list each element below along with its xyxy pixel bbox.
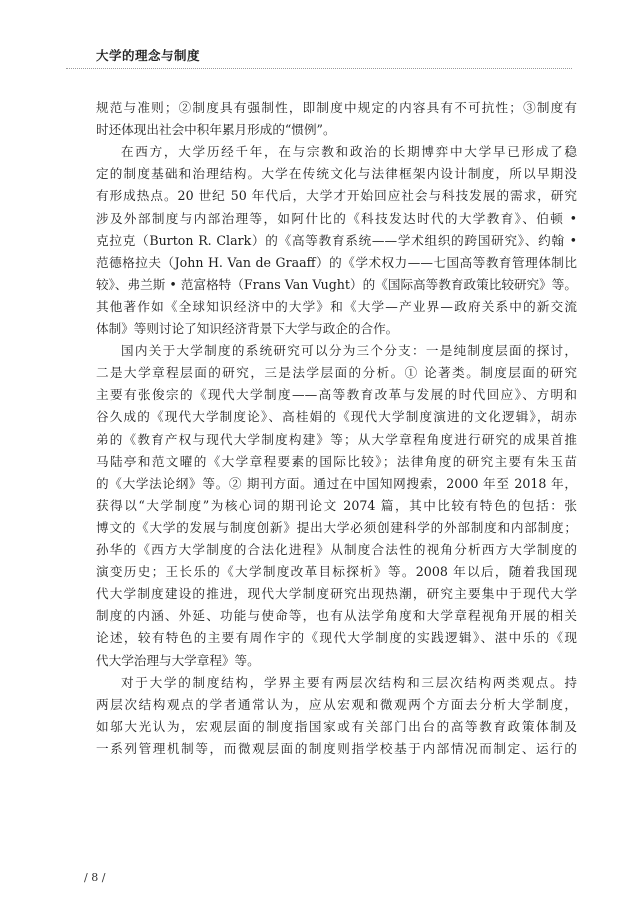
text-line: 孙华的《西方大学制度的合法化进程》从制度合法性的视角分析西方大学制度的 xyxy=(96,542,577,557)
header-rule xyxy=(66,68,572,69)
text-line: 博文的《大学的发展与制度创新》提出大学必须创建科学的外部制度和内部制度； xyxy=(96,519,577,535)
text-line: 国内关于大学制度的系统研究可以分为三个分支：一是纯制度层面的探讨， xyxy=(121,343,577,359)
text-line: 制度的内涵、外延、功能与使命等，也有从法学角度和大学章程视角开展的相关 xyxy=(96,608,577,624)
text-line: 涉及外部制度与内部治理等，如阿什比的《科技发达时代的大学教育》、伯顿 • xyxy=(96,210,577,226)
text-line: 体制》等则讨论了知识经济背景下大学与政企的合作。 xyxy=(96,321,399,336)
text-line: 有形成热点。20 世纪 50 年代后，大学才开始回应社会与科技发展的需求，研究 xyxy=(96,188,577,204)
text-line: 弟的《教育产权与现代大学制度构建》等；从大学章程角度进行研究的成果首推 xyxy=(96,431,577,447)
text-line: 谷久成的《现代大学制度论》、高桂娟的《现代大学制度演进的文化逻辑》，胡赤 xyxy=(96,409,577,425)
text-line: 代大学治理与大学章程》等。 xyxy=(96,652,260,668)
text-line: 两层次结构观点的学者通常认为，应从宏观和微观两个方面去分析大学制度， xyxy=(96,696,577,712)
text-line: 定的制度基础和治理结构。大学在传统文化与法律框架内设计制度，所以早期没 xyxy=(96,166,577,182)
text-line: 代大学制度建设的推进，现代大学制度研究出现热潮，研究主要集中于现代大学 xyxy=(96,586,577,602)
text-line: 时还体现出社会中积年累月形成的“惯例”。 xyxy=(96,122,336,138)
text-line: 如邬大光认为，宏观层面的制度指国家或有关部门出台的高等教育政策体制及 xyxy=(96,718,577,734)
text-line: 规范与准则；②制度具有强制性，即制度中规定的内容具有不可抗性；③制度有 xyxy=(96,100,577,115)
text-line: 主要有张俊宗的《现代大学制度——高等教育改革与发展的时代回应》、方明和 xyxy=(96,387,577,403)
text-line: 范德格拉夫（John H. Van de Graaff）的《学术权力——七国高等教育管理体制比 xyxy=(96,254,577,270)
text-line: 论述，较有特色的主要有周作宇的《现代大学制度的实践逻辑》、湛中乐的《现 xyxy=(96,630,577,646)
text-line: 对于大学的制度结构，学界主要有两层次结构和三层次结构两类观点。持 xyxy=(121,674,577,690)
text-line: 较》、弗兰斯 • 范富格特（Frans Van Vught）的《国际高等教育政策比较研究》等。 xyxy=(96,276,577,292)
text-line: 二是大学章程层面的研究，三是法学层面的分析。① 论著类。制度层面的研究 xyxy=(96,365,577,381)
text-line: 演变历史；王长乐的《大学制度改革目标探析》等。2008 年以后，随着我国现 xyxy=(96,564,577,580)
text-line: 获得以“大学制度”为核心词的期刊论文 2074 篇，其中比较有特色的包括：张 xyxy=(96,497,577,513)
page-number: / 8 / xyxy=(84,871,106,884)
text-line: 一系列管理机制等，而微观层面的制度则指学校基于内部情况而制定、运行的 xyxy=(96,740,577,756)
text-line: 其他著作如《全球知识经济中的大学》和《大学—产业界—政府关系中的新交流 xyxy=(96,298,577,314)
text-line: 在西方，大学历经千年，在与宗教和政治的长期博弈中大学早已形成了稳 xyxy=(121,144,577,160)
text-line: 马陆亭和范文曜的《大学章程要素的国际比较》；法律角度的研究主要有朱玉苗 xyxy=(96,453,577,469)
text-line: 的《大学法论纲》等。② 期刊方面。通过在中国知网搜索，2000 年至 2018 年， xyxy=(96,475,577,491)
running-header: 大学的理念与制度 xyxy=(96,48,201,63)
text-line: 克拉克（Burton R. Clark）的《高等教育系统——学术组织的跨国研究》、约翰 • xyxy=(96,232,577,248)
